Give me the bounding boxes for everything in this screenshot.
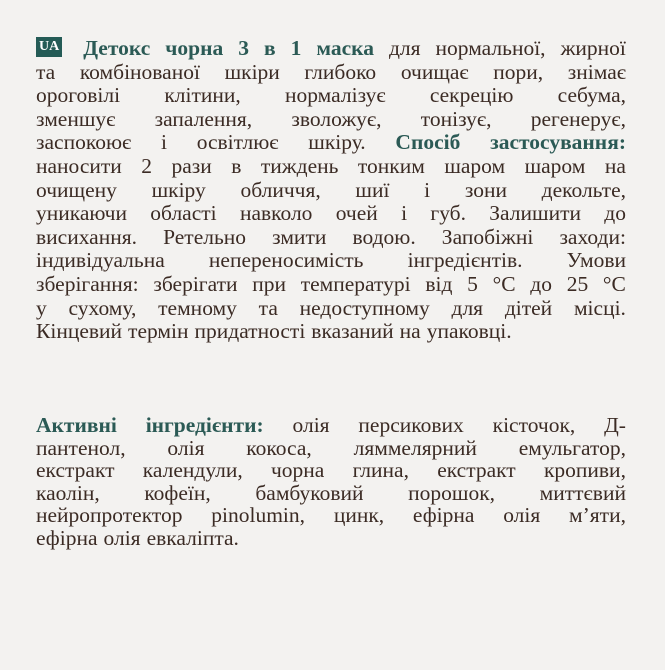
word: 2 <box>141 153 153 178</box>
word: кокоса, <box>246 435 312 460</box>
word: Запобіжні <box>441 224 534 249</box>
word: екстракт <box>36 458 115 482</box>
word: комбінованої <box>79 59 200 84</box>
word: заходи: <box>559 224 626 249</box>
heading-word: в <box>264 36 276 60</box>
word: вказаний <box>311 319 394 344</box>
word: при <box>252 271 286 296</box>
word: і <box>424 177 431 202</box>
word: олія <box>167 435 205 460</box>
text-line <box>36 179 626 203</box>
word: недоступному <box>299 295 430 320</box>
word: ляммелярний <box>353 435 477 460</box>
word: кофеїн, <box>144 480 211 505</box>
word: шаром <box>444 153 506 178</box>
word: цинк, <box>333 503 385 527</box>
word: для <box>451 295 484 320</box>
text-line <box>36 273 626 297</box>
word: та <box>258 295 278 320</box>
word: °C <box>492 271 516 296</box>
word: змити <box>272 224 327 249</box>
word: до <box>604 201 626 226</box>
word: емульгатор, <box>518 435 626 460</box>
heading-word: застосування: <box>490 130 626 155</box>
word: нормальної, <box>435 36 546 60</box>
word: придатності <box>194 319 306 344</box>
word: клітини, <box>164 83 241 108</box>
word: кропиви, <box>543 458 626 482</box>
text-line <box>36 459 626 482</box>
heading-word: чорна <box>165 36 224 60</box>
text-line <box>36 131 626 155</box>
word: екстракт <box>437 458 516 482</box>
heading-word: Детокс <box>83 36 151 60</box>
word: для <box>388 36 421 60</box>
word: пантенол, <box>36 435 126 460</box>
word: губ. <box>430 201 466 226</box>
word: евкаліпта. <box>146 525 239 550</box>
word: темному <box>158 295 237 320</box>
word: висихання. <box>36 224 137 249</box>
text-line <box>36 437 626 460</box>
word: сухому, <box>68 295 137 320</box>
word: Умови <box>566 248 626 273</box>
word: знімає <box>567 59 626 84</box>
word: шиї <box>355 177 390 202</box>
word: каолін, <box>36 480 100 505</box>
word: термін <box>128 319 189 344</box>
word: в <box>231 153 242 178</box>
word: на <box>604 153 626 178</box>
text-line <box>36 155 626 179</box>
word: шкіри <box>224 59 280 84</box>
word: обличчя, <box>240 177 321 202</box>
word: Ретельно <box>163 224 247 249</box>
text-line <box>36 202 626 226</box>
word: олія <box>103 525 141 550</box>
word: нейропротектор <box>36 503 183 527</box>
word: до <box>530 271 552 296</box>
text-line <box>36 297 626 321</box>
text-line <box>36 414 626 437</box>
word: заспокоює <box>36 130 132 155</box>
word: календули, <box>142 458 243 482</box>
word: ороговілі <box>36 83 121 108</box>
word: водою. <box>352 224 416 249</box>
word: навколо <box>239 201 313 226</box>
text-line <box>36 249 626 273</box>
word: непереносимість <box>208 248 364 273</box>
text-line <box>36 482 626 505</box>
word: зберігання: <box>36 271 139 296</box>
word: регенерує, <box>530 106 626 131</box>
text-line <box>36 61 626 85</box>
word: секрецію <box>429 83 514 108</box>
language-badge: UA <box>36 37 62 57</box>
word: шкіру. <box>308 130 366 155</box>
word: °C <box>602 271 626 296</box>
text-line <box>36 37 626 61</box>
word: пори, <box>493 59 544 84</box>
heading-word: маска <box>316 36 374 60</box>
text-line <box>36 504 626 527</box>
active-ingredients <box>36 414 626 549</box>
word: і <box>160 130 167 155</box>
word: 25 <box>566 271 589 296</box>
word: рази <box>171 153 212 178</box>
word: уникаючи <box>36 201 127 226</box>
word: олія <box>292 413 330 437</box>
word: очищену <box>36 177 117 202</box>
word: освітлює <box>196 130 279 155</box>
text-line <box>36 108 626 132</box>
word: на <box>399 319 421 344</box>
word: глина, <box>352 458 409 482</box>
word: 5 <box>467 271 478 296</box>
word: шаром <box>524 153 586 178</box>
word: зони <box>464 177 507 202</box>
heading-word: Активні <box>36 413 117 437</box>
word: зволожує, <box>291 106 382 131</box>
product-description <box>36 37 626 344</box>
word: Д- <box>604 413 626 437</box>
word: шкіру <box>151 177 206 202</box>
word: персикових <box>358 413 464 437</box>
word: декольте, <box>541 177 626 202</box>
word: і <box>401 201 408 226</box>
word: зберігати <box>153 271 238 296</box>
word: pinolumin, <box>211 503 306 527</box>
word: чорна <box>270 458 325 482</box>
word: упаковці. <box>426 319 512 344</box>
word: у <box>36 295 47 320</box>
word: бамбуковий <box>255 480 364 505</box>
word: інгредієнтів. <box>407 248 523 273</box>
word: індивідуальна <box>36 248 165 273</box>
word: кісточок, <box>492 413 576 437</box>
word: себума, <box>557 83 626 108</box>
heading-word: Спосіб <box>395 130 461 155</box>
text-line <box>36 320 626 344</box>
word: наносити <box>36 153 122 178</box>
word: зменшує <box>36 106 116 131</box>
word: Залишити <box>489 201 581 226</box>
heading-word: 1 <box>290 36 302 60</box>
word: місці. <box>573 295 626 320</box>
word: порошок, <box>408 480 496 505</box>
heading-word: 3 <box>238 36 249 60</box>
word: від <box>425 271 453 296</box>
word: тонізує, <box>420 106 492 131</box>
word: глибоко <box>304 59 377 84</box>
word: області <box>150 201 217 226</box>
text-line <box>36 226 626 250</box>
word: миттєвий <box>539 480 626 505</box>
word: м’яти, <box>569 503 626 527</box>
word: ефірна <box>412 503 475 527</box>
word: та <box>36 59 56 84</box>
word: запалення, <box>154 106 253 131</box>
word: нормалізує <box>285 83 386 108</box>
text-line <box>36 84 626 108</box>
word: Кінцевий <box>36 319 123 344</box>
word: тиждень <box>260 153 339 178</box>
text-line <box>36 527 626 550</box>
word: тонким <box>357 153 425 178</box>
word: ефірна <box>36 525 98 550</box>
word: очищає <box>400 59 469 84</box>
word: олія <box>503 503 541 527</box>
word: температурі <box>300 271 411 296</box>
word: дітей <box>504 295 553 320</box>
heading-word: інгредієнти: <box>145 413 264 437</box>
word: жирної <box>560 36 626 60</box>
word: очей <box>335 201 378 226</box>
